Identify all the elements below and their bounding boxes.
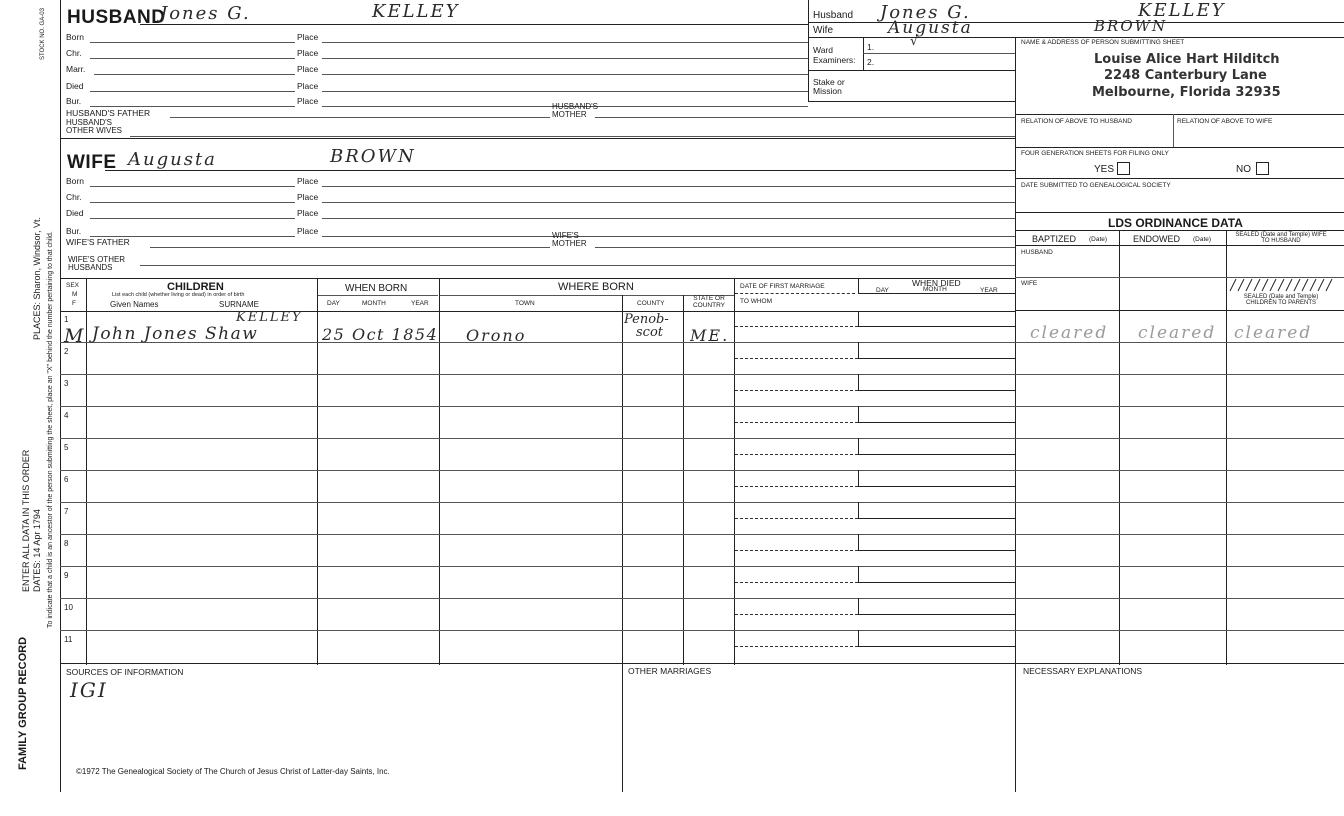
line bbox=[858, 454, 1015, 455]
sex-label: SEX bbox=[66, 282, 80, 289]
sealed-wife-hatch bbox=[1228, 278, 1334, 292]
line bbox=[90, 42, 295, 43]
yes-checkbox[interactable] bbox=[1117, 162, 1130, 175]
line bbox=[322, 186, 1015, 187]
line bbox=[1015, 147, 1344, 148]
first-marriage-label: DATE OF FIRST MARRIAGE bbox=[740, 283, 825, 290]
line bbox=[858, 486, 1015, 487]
submitter-city: Melbourne, Florida 32935 bbox=[1092, 85, 1281, 100]
wife-father-label: WIFE'S FATHER bbox=[66, 237, 130, 247]
enter-all-data-note: ENTER ALL DATA IN THIS ORDER bbox=[21, 449, 31, 592]
born-year-label: YEAR bbox=[411, 300, 429, 307]
line bbox=[60, 630, 1344, 631]
line bbox=[140, 265, 1015, 266]
line bbox=[734, 278, 735, 665]
relation-to-wife-label: RELATION OF ABOVE TO WIFE bbox=[1177, 118, 1273, 125]
line bbox=[595, 247, 1015, 248]
wife-surname: BROWN bbox=[330, 146, 416, 167]
child-number-4: 4 bbox=[64, 411, 69, 420]
when-died-label: WHEN DIED bbox=[912, 278, 961, 288]
line bbox=[735, 326, 858, 327]
left-border bbox=[60, 0, 61, 792]
line bbox=[1173, 114, 1174, 147]
baptized-date-label: (Date) bbox=[1089, 236, 1108, 243]
husband-label: HUSBAND bbox=[67, 7, 166, 28]
line bbox=[622, 295, 623, 665]
line bbox=[90, 218, 295, 219]
sex-m-label: M bbox=[72, 291, 78, 298]
line bbox=[1119, 230, 1120, 665]
given-names-label: Given Names bbox=[110, 300, 159, 309]
line bbox=[735, 518, 858, 519]
line bbox=[60, 374, 1344, 375]
died-day-label: DAY bbox=[876, 287, 889, 294]
line bbox=[858, 566, 859, 582]
child1-surname: KELLEY bbox=[236, 310, 303, 325]
line bbox=[60, 406, 1344, 407]
line bbox=[735, 293, 855, 294]
endowed-label: ENDOWED bbox=[1133, 234, 1180, 244]
line bbox=[858, 390, 1015, 391]
no-checkbox[interactable] bbox=[1256, 162, 1269, 175]
line bbox=[105, 170, 1015, 171]
husband-born-label: Born bbox=[66, 32, 84, 42]
sealed-wife-label: SEALED (Date and Temple) WIFE TO HUSBAND bbox=[1235, 232, 1327, 244]
child-number-6: 6 bbox=[64, 475, 69, 484]
line bbox=[90, 91, 295, 92]
line bbox=[858, 278, 859, 293]
line bbox=[322, 42, 808, 43]
line bbox=[1015, 342, 1344, 343]
husband-bur-place-label: Place bbox=[297, 96, 319, 106]
line bbox=[858, 614, 1015, 615]
child1-given-names: John Jones Shaw bbox=[92, 324, 259, 344]
line bbox=[735, 454, 858, 455]
instruction-child-ancestor: To indicate that a child is an ancestor of the person submitting the sheet, place an "X" behind the number pertaining to that child. bbox=[47, 231, 54, 628]
sealed-cleared: cleared bbox=[1234, 323, 1313, 343]
died-year-label: YEAR bbox=[980, 287, 998, 294]
line bbox=[858, 646, 1015, 647]
examiner-1-label: 1. bbox=[867, 42, 875, 52]
child-number-2: 2 bbox=[64, 347, 69, 356]
line bbox=[808, 37, 1344, 38]
children-list-note: List each child (whether living or dead) in order of birth bbox=[112, 292, 245, 298]
line bbox=[322, 58, 808, 59]
line bbox=[150, 247, 550, 248]
line bbox=[322, 236, 1015, 237]
line bbox=[735, 390, 858, 391]
endowed-cleared: cleared bbox=[1138, 323, 1217, 343]
lds-husband-label: HUSBAND bbox=[1021, 249, 1053, 256]
ward-wife-given: Augusta bbox=[888, 18, 973, 38]
no-label: NO bbox=[1236, 164, 1251, 175]
places-note: PLACES: Sharon, Windsor, Vt. bbox=[32, 216, 42, 340]
ward-wife-surname: BROWN bbox=[1094, 17, 1168, 35]
line bbox=[858, 374, 859, 390]
submitter-name: Louise Alice Hart Hilditch bbox=[1094, 52, 1280, 67]
wife-bur-label: Bur. bbox=[66, 226, 82, 236]
husband-marr-label: Marr. bbox=[66, 64, 86, 74]
died-month-label: MONTH bbox=[923, 286, 947, 293]
ward-label: Ward bbox=[813, 45, 833, 55]
child1-county-line2: scot bbox=[636, 325, 664, 340]
wife-other-husbands-label: WIFE'S OTHER HUSBANDS bbox=[68, 255, 126, 272]
ward-husband-surname: KELLEY bbox=[1138, 0, 1226, 21]
husband-marr-place-label: Place bbox=[297, 64, 319, 74]
line bbox=[322, 218, 1015, 219]
line bbox=[858, 311, 859, 326]
sealed-children-label: SEALED (Date and Temple) CHILDREN TO PARENTS bbox=[1243, 294, 1319, 306]
line bbox=[735, 614, 858, 615]
line bbox=[858, 422, 1015, 423]
submitter-label: NAME & ADDRESS OF PERSON SUBMITTING SHEET bbox=[1021, 39, 1185, 46]
line bbox=[1226, 230, 1227, 665]
wife-died-place-label: Place bbox=[297, 208, 319, 218]
line bbox=[1015, 37, 1016, 792]
line bbox=[1015, 230, 1344, 231]
ward-husband-given: Jones G. bbox=[880, 2, 971, 23]
line bbox=[735, 422, 858, 423]
line bbox=[318, 295, 438, 296]
wife-born-label: Born bbox=[66, 176, 84, 186]
line bbox=[735, 358, 858, 359]
dates-note: DATES: 14 Apr 1794 bbox=[32, 509, 42, 592]
line bbox=[94, 74, 295, 75]
line bbox=[1015, 245, 1344, 246]
child-number-7: 7 bbox=[64, 507, 69, 516]
stock-number: STOCK NO. GA-03 bbox=[40, 8, 46, 60]
line bbox=[858, 518, 1015, 519]
line bbox=[858, 438, 859, 454]
endowed-date-label: (Date) bbox=[1193, 236, 1212, 243]
four-generation-label: FOUR GENERATION SHEETS FOR FILING ONLY bbox=[1021, 150, 1169, 157]
husband-name-line bbox=[140, 24, 808, 25]
husband-chr-label: Chr. bbox=[66, 48, 82, 58]
line bbox=[60, 663, 1344, 664]
line bbox=[90, 186, 295, 187]
line bbox=[858, 406, 859, 422]
line bbox=[858, 342, 859, 358]
child-number-8: 8 bbox=[64, 539, 69, 548]
yes-label: YES bbox=[1094, 164, 1115, 175]
line bbox=[60, 278, 1015, 279]
wife-born-place-label: Place bbox=[297, 176, 319, 186]
born-day-label: DAY bbox=[327, 300, 340, 307]
wife-died-label: Died bbox=[66, 208, 84, 218]
line bbox=[90, 202, 295, 203]
line bbox=[322, 202, 1015, 203]
line bbox=[858, 630, 859, 646]
relation-to-husband-label: RELATION OF ABOVE TO HUSBAND bbox=[1021, 118, 1132, 125]
line bbox=[735, 550, 858, 551]
line bbox=[1015, 310, 1344, 311]
explanations-label: NECESSARY EXPLANATIONS bbox=[1023, 666, 1143, 676]
line bbox=[60, 566, 1344, 567]
husband-chr-place-label: Place bbox=[297, 48, 319, 58]
wife-chr-label: Chr. bbox=[66, 192, 82, 202]
line bbox=[60, 311, 1015, 312]
examiners-label: Examiners: bbox=[813, 55, 856, 65]
submitter-street: 2248 Canterbury Lane bbox=[1104, 68, 1267, 83]
stake-mission-label: Stake or Mission bbox=[813, 77, 845, 97]
family-group-record-label: FAMILY GROUP RECORD bbox=[17, 636, 29, 770]
examiner-check: √ bbox=[910, 34, 921, 49]
sex-f-label: F bbox=[72, 300, 76, 307]
line bbox=[683, 295, 684, 665]
child-number-3: 3 bbox=[64, 379, 69, 388]
wife-mother-label: WIFE'S MOTHER bbox=[552, 231, 587, 248]
when-born-label: WHEN BORN bbox=[345, 283, 408, 294]
line bbox=[735, 646, 858, 647]
child1-county-line1: Penob- bbox=[624, 312, 669, 327]
line bbox=[90, 58, 295, 59]
line bbox=[858, 358, 1015, 359]
line bbox=[317, 278, 318, 665]
husband-father-label: HUSBAND'S FATHER bbox=[66, 108, 151, 118]
line bbox=[60, 598, 1344, 599]
line bbox=[858, 598, 859, 614]
line bbox=[735, 486, 858, 487]
line bbox=[595, 117, 1015, 118]
child-number-11: 11 bbox=[64, 635, 73, 644]
line bbox=[808, 0, 809, 101]
baptized-label: BAPTIZED bbox=[1032, 234, 1077, 244]
line bbox=[322, 74, 808, 75]
line bbox=[60, 438, 1344, 439]
children-title: CHILDREN bbox=[167, 281, 224, 293]
date-submitted-label: DATE SUBMITTED TO GENEALOGICAL SOCIETY bbox=[1021, 182, 1171, 189]
line bbox=[170, 117, 550, 118]
line bbox=[858, 502, 859, 518]
line bbox=[858, 326, 1015, 327]
line bbox=[1015, 114, 1344, 115]
child1-town: Orono bbox=[466, 326, 527, 345]
line bbox=[858, 293, 1015, 294]
sources-label: SOURCES OF INFORMATION bbox=[66, 667, 184, 677]
wife-given-name: Augusta bbox=[128, 149, 217, 170]
child1-sex: M bbox=[64, 325, 86, 347]
husband-surname: KELLEY bbox=[372, 1, 460, 22]
line bbox=[808, 101, 1015, 102]
line bbox=[60, 470, 1344, 471]
husband-died-label: Died bbox=[66, 81, 84, 91]
line bbox=[130, 136, 1015, 137]
ward-wife-label: Wife bbox=[813, 25, 833, 36]
child-number-5: 5 bbox=[64, 443, 69, 452]
lds-ordinance-title: LDS ORDINANCE DATA bbox=[1108, 216, 1243, 230]
wife-bur-place-label: Place bbox=[297, 226, 319, 236]
line bbox=[439, 278, 440, 665]
line bbox=[858, 470, 859, 486]
line bbox=[735, 582, 858, 583]
state-country-label: STATE OR COUNTRY bbox=[692, 295, 726, 309]
child-number-1: 1 bbox=[64, 315, 69, 324]
child-number-9: 9 bbox=[64, 571, 69, 580]
line bbox=[60, 502, 1344, 503]
town-label: TOWN bbox=[515, 300, 535, 307]
ward-husband-label: Husband bbox=[813, 10, 854, 21]
child1-state: ME. bbox=[690, 326, 730, 345]
sources-value: IGI bbox=[70, 678, 108, 702]
where-born-label: WHERE BORN bbox=[558, 281, 634, 293]
line bbox=[1015, 212, 1344, 213]
line bbox=[863, 53, 1015, 54]
other-marriages-label: OTHER MARRIAGES bbox=[628, 666, 712, 676]
line bbox=[60, 534, 1344, 535]
county-label: COUNTY bbox=[637, 300, 665, 307]
husband-other-wives-label: HUSBAND'S OTHER WIVES bbox=[66, 118, 123, 135]
husband-bur-label: Bur. bbox=[66, 96, 82, 106]
husband-mother-label: HUSBAND'S MOTHER bbox=[552, 102, 598, 119]
examiner-2-label: 2. bbox=[867, 57, 875, 67]
to-whom-label: TO WHOM bbox=[740, 298, 773, 305]
child-number-10: 10 bbox=[64, 603, 73, 612]
born-month-label: MONTH bbox=[362, 300, 386, 307]
line bbox=[86, 278, 87, 665]
baptized-cleared: cleared bbox=[1030, 323, 1109, 343]
surname-label: SURNAME bbox=[219, 300, 260, 309]
husband-born-place-label: Place bbox=[297, 32, 319, 42]
line bbox=[858, 582, 1015, 583]
line bbox=[858, 534, 859, 550]
child1-born-date: 25 Oct 1854 bbox=[322, 325, 439, 344]
line bbox=[808, 70, 1015, 71]
wife-label: WIFE bbox=[67, 152, 117, 173]
line bbox=[1015, 178, 1344, 179]
lds-wife-label: WIFE bbox=[1021, 280, 1038, 287]
husband-given-name: Jones G. bbox=[160, 3, 251, 24]
line bbox=[858, 550, 1015, 551]
line bbox=[622, 663, 623, 792]
husband-died-place-label: Place bbox=[297, 81, 319, 91]
line bbox=[322, 91, 808, 92]
copyright: ©1972 The Genealogical Society of The Church of Jesus Christ of Latter-day Saints, Inc. bbox=[76, 767, 390, 776]
line bbox=[90, 106, 295, 107]
wife-chr-place-label: Place bbox=[297, 192, 319, 202]
line bbox=[60, 138, 1015, 139]
